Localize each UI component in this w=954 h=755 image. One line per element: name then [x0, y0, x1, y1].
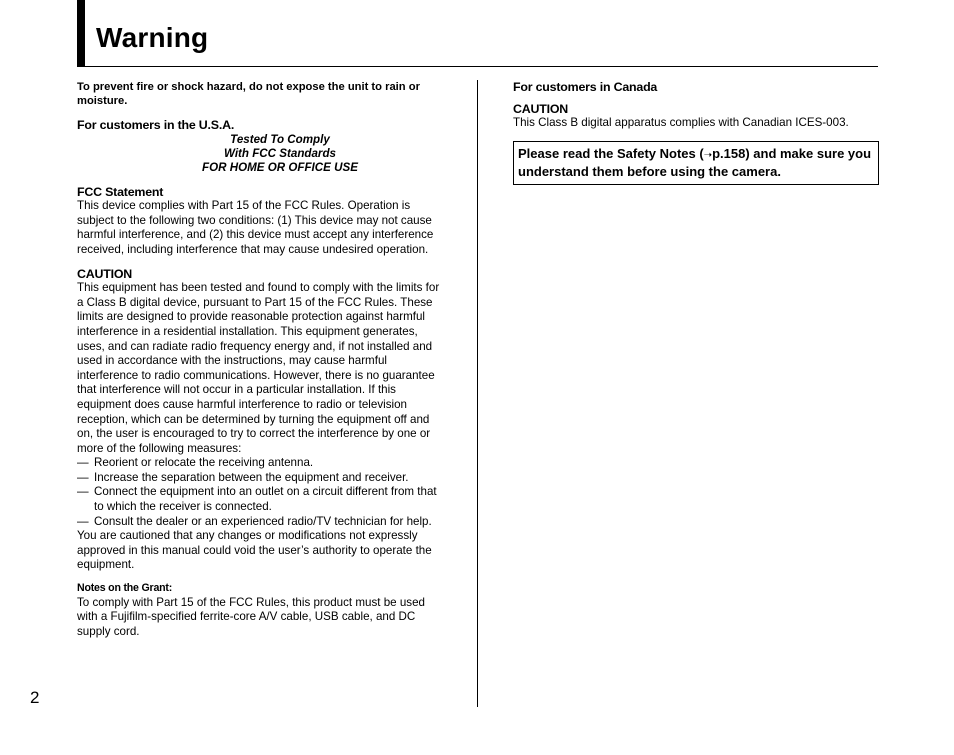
fcc-statement-text: This device complies with Part 15 of the FCC Rules. Operation is subject to the following two conditions: (1) This device may not cause harmful interference, and (2) this device must accept any interference received, including interference that may cause undesired operation.	[77, 199, 434, 256]
measures-list	[77, 456, 441, 529]
title-accent-bar	[77, 0, 85, 66]
list-item	[77, 485, 441, 514]
intro-warning: To prevent fire or shock hazard, do not expose the unit to rain or moisture.	[77, 81, 420, 108]
dash-bullet: —	[77, 514, 89, 528]
list-item	[77, 456, 441, 471]
list-item	[77, 515, 441, 530]
canada-heading: For customers in Canada	[513, 80, 658, 94]
grant-notes-heading: Notes on the Grant:	[77, 582, 173, 595]
page-title: Warning	[96, 22, 209, 53]
dash-bullet: —	[77, 470, 89, 484]
fcc-statement-heading: FCC Statement	[77, 184, 164, 199]
grant-notes-text: To comply with Part 15 of the FCC Rules, this product must be used with a Fujifilm-specified ferrite-core A/V cable, USB cable, and DC supply cord.	[77, 595, 425, 638]
right-column	[513, 80, 881, 185]
arrow-right-icon: ➝	[703, 149, 713, 161]
list-item-text: Reorient or relocate the receiving antenna.	[94, 456, 314, 470]
fcc-logo-line-2: With FCC Standards	[224, 147, 336, 161]
page-number: 2	[30, 688, 40, 707]
notice-text-after: p.158) and make sure you understand them before using the camera.	[518, 145, 872, 180]
caution-text: This equipment has been tested and found to comply with the limits for a Class B digital device, pursuant to Part 15 of the FCC Rules. These limits are designed to provide reasonable protection against harmful interference in a residential installation. This equipment generates, uses, and can radiate radio frequency energy and, if not installed and used in accordance with the instructions, may cause harmful interference to radio communications. However, there is no guarantee that interference will not occur in a particular installation. If this equipment does cause harmful interference to radio or television reception, which can be determined by turning the equipment off and on, the user is encouraged to try to correct the interference by one or more of the following measures:	[77, 281, 440, 455]
list-item-text: Consult the dealer or an experienced radio/TV technician for help.	[94, 514, 432, 528]
canada-caution-heading: CAUTION	[513, 101, 569, 116]
notice-text-before: Please read the Safety Notes (	[518, 145, 704, 161]
canada-compliance-text: This Class B digital apparatus complies with Canadian ICES-003.	[513, 116, 849, 130]
column-divider	[477, 80, 478, 707]
list-item	[77, 471, 441, 486]
caution-heading: CAUTION	[77, 266, 133, 281]
fcc-logo-line-1: Tested To Comply	[230, 133, 330, 146]
dash-bullet: —	[77, 456, 89, 470]
dash-bullet: —	[77, 485, 89, 499]
list-item-text: Connect the equipment into an outlet on a circuit different from that to which the receiver is connected.	[94, 485, 437, 514]
fcc-logo-line-3: FOR HOME OR OFFICE USE	[202, 161, 358, 175]
left-column	[77, 80, 441, 639]
usa-heading: For customers in the U.S.A.	[77, 118, 235, 133]
list-item-text: Increase the separation between the equipment and receiver.	[94, 470, 409, 484]
safety-notes-notice	[513, 141, 879, 185]
changes-warning-text: You are cautioned that any changes or modifications not expressly approved in this manual could void the user’s authority to operate the equipment.	[77, 529, 432, 572]
fcc-compliance-logo	[119, 133, 441, 176]
title-bar	[77, 0, 878, 67]
